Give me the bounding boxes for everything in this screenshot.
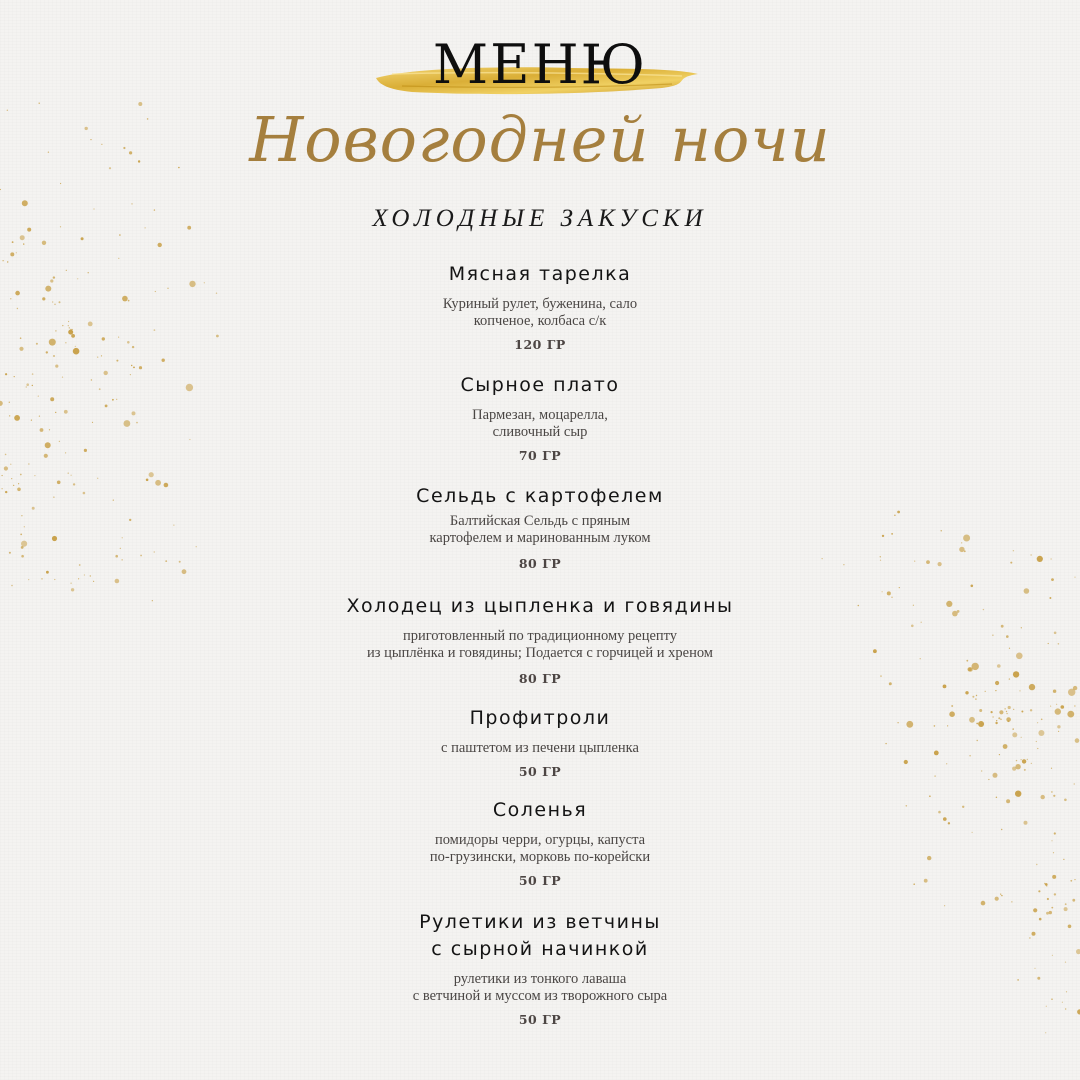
menu-item (240, 705, 840, 779)
item-name: Профитроли (469, 707, 611, 729)
item-weight: 50 ГР (518, 764, 562, 779)
menu-item (240, 261, 840, 352)
menu-item (240, 372, 840, 463)
item-description-line: Пармезан, моцарелла, (472, 407, 608, 423)
menu-item (240, 593, 840, 686)
item-weight: 50 ГР (518, 1012, 562, 1027)
item-description-line: Балтийская Сельдь с пряным (449, 513, 631, 529)
item-description (240, 971, 840, 1005)
item-weight: 120 ГР (514, 337, 566, 352)
menu-item (240, 797, 840, 888)
menu-title: МЕНЮ (432, 33, 648, 96)
item-description-line: с ветчиной и муссом из творожного сыра (412, 988, 668, 1004)
item-weight: 70 ГР (518, 448, 562, 463)
item-description-line: Куриный рулет, буженина, сало (442, 296, 638, 312)
item-description-line: сливочный сыр (492, 424, 588, 440)
item-name: Рулетики из ветчины (419, 911, 661, 933)
item-name: Холодец из цыпленка и говядины (346, 595, 734, 617)
item-description-line: из цыплёнка и говядины; Подается с горчицей и хреном (367, 645, 713, 661)
item-description (240, 740, 840, 757)
section-title: ХОЛОДНЫЕ ЗАКУСКИ (372, 205, 708, 232)
item-description (240, 296, 840, 330)
item-description-line: с паштетом из печени цыпленка (441, 740, 639, 756)
item-description (240, 628, 840, 662)
item-description (240, 832, 840, 866)
menu-item (240, 483, 840, 571)
menu-item (240, 909, 840, 1027)
item-description (240, 513, 840, 547)
item-description-line: приготовленный по традиционному рецепту (402, 628, 678, 644)
item-name: Сельдь с картофелем (416, 485, 664, 507)
item-description-line: помидоры черри, огурцы, капуста (434, 832, 646, 848)
item-description-line: картофелем и маринованным луком (429, 530, 651, 546)
item-description (240, 407, 840, 441)
menu-subtitle: Новогодней ночи (249, 103, 831, 176)
item-weight: 80 ГР (518, 671, 562, 686)
item-name: Сырное плато (460, 374, 620, 396)
item-description-line: по-грузински, морковь по-корейски (429, 849, 651, 865)
item-name-line-2: с сырной начинкой (431, 938, 649, 960)
item-weight: 80 ГР (518, 556, 562, 571)
item-name: Соленья (492, 799, 588, 821)
item-name: Мясная тарелка (448, 263, 632, 285)
item-description-line: копченое, колбаса с/к (473, 313, 607, 329)
item-description-line: рулетики из тонкого лаваша (453, 971, 627, 987)
item-weight: 50 ГР (518, 873, 562, 888)
